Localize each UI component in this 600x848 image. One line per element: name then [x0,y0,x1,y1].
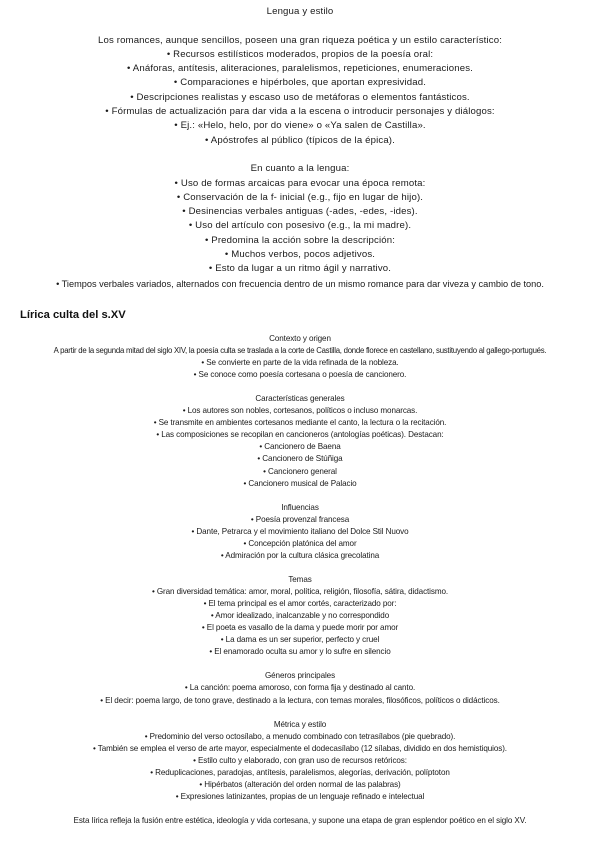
block-line: • Cancionero de Baena [259,442,341,452]
block-title-temas: Temas [288,575,312,585]
list-item: • Esto da lugar a un ritmo ágil y narrativo. [208,263,392,275]
block-line: • Amor idealizado, inalcanzable y no correspondido [210,611,390,621]
block-line: • Admiración por la cultura clásica grecolatina [220,550,380,560]
block-line: • Hipérbatos (alteración del orden normal de las palabras) [199,779,401,789]
list-item: • Tiempos verbales variados, alternados con frecuencia dentro de un mismo romance para dar viveza y cambio de tono. [56,278,544,289]
block-line: • Reduplicaciones, paradojas, antítesis, paralelismos, alegorías, derivación, políptoton [150,767,450,777]
list-item: • Recursos estilísticos moderados, propios de la poesía oral: [166,48,434,60]
block-line: • Expresiones latinizantes, propias de un lenguaje refinado e intelectual [175,791,425,801]
block-line: • Poesía provenzal francesa [250,514,350,524]
list-item: • Predomina la acción sobre la descripción: [204,234,396,246]
list-item: • Apóstrofes al público (típicos de la épica). [205,134,395,146]
block-line: • Cancionero musical de Palacio [243,478,357,488]
section-heading-lirica-culta: Lírica culta del s.XV [20,308,126,321]
list-item: • Uso del artículo con posesivo (e.g., la mi madre). [188,220,412,232]
block-title-contexto: Contexto y origen [269,333,331,343]
list-item: • Conservación de la f- inicial (e.g., fijo en lugar de hijo). [176,191,424,203]
block-title-metrica: Métrica y estilo [273,719,327,729]
block-title-generos: Géneros principales [264,671,336,681]
list-item: • Descripciones realistas y escaso uso de metáforas o elementos fantásticos. [130,91,470,103]
block-line: A partir de la segunda mitad del siglo XIV, la poesía culta se traslada a la corte de Castilla, donde florece en castellano, sustituyendo al gallego-portugués. [53,345,547,355]
list-item: • Ej.: «Helo, helo, por do viene» o «Ya salen de Castilla». [174,120,426,132]
list-item: • Comparaciones e hipérboles, que aportan expresividad. [173,77,427,89]
block-line: • La canción: poema amoroso, con forma fija y destinado al canto. [184,683,416,693]
block-line: • Concepción platónica del amor [243,538,357,548]
block-title-caracteristicas: Características generales [255,394,345,404]
paragraph-lengua: En cuanto a la lengua: [250,163,350,175]
block-line: • Dante, Petrarca y el movimiento italiano del Dolce Stil Nuovo [191,526,409,536]
block-line: • Se transmite en ambientes cortesanos mediante el canto, la lectura o la recitación. [153,418,447,428]
list-item: • Fórmulas de actualización para dar vida a la escena o introducir personajes y diálogos: [105,106,495,118]
paragraph-intro: Los romances, aunque sencillos, poseen una gran riqueza poética y un estilo característico: [97,34,503,46]
block-line: • Cancionero de Stúñiga [257,454,343,464]
block-line: • También se emplea el verso de arte mayor, especialmente el dodecasílabo (12 sílabas, dividido en dos hemistiquios). [93,743,507,753]
block-line: • El poeta es vasallo de la dama y puede morir por amor [201,623,399,633]
list-item: • Muchos verbos, pocos adjetivos. [224,249,376,261]
block-line: • Predominio del verso octosílabo, a menudo combinado con tetrasílabos (pie quebrado). [144,731,456,741]
list-item: • Anáforas, antítesis, aliteraciones, paralelismos, repeticiones, enumeraciones. [127,63,473,75]
list-item: • Uso de formas arcaicas para evocar una época remota: [174,177,426,189]
block-line: • Gran diversidad temática: amor, moral, política, religión, filosofía, sátira, didactismo. [151,587,449,597]
block-line: • Cancionero general [263,466,337,476]
block-line: • El decir: poema largo, de tono grave, destinado a la lectura, con temas morales, filosóficos, políticos o didácticos. [100,695,500,705]
block-line: • El tema principal es el amor cortés, caracterizado por: [203,599,397,609]
section-title-lengua-estilo: Lengua y estilo [266,6,334,17]
block-line: • El enamorado oculta su amor y lo sufre en silencio [209,647,391,657]
block-title-influencias: Influencias [281,502,319,512]
block-line: • Estilo culto y elaborado, con gran uso de recursos retóricos: [193,755,407,765]
block-line: • Los autores son nobles, cortesanos, políticos o incluso monarcas. [182,406,418,416]
block-line: • Se conoce como poesía cortesana o poesía de cancionero. [193,370,407,380]
block-line: • Las composiciones se recopilan en cancioneros (antologías poéticas). Destacan: [156,430,444,440]
closing-paragraph: Esta lírica refleja la fusión entre estética, ideología y vida cortesana, y supone una etapa de gran esplendor poético en el siglo XV. [73,816,527,826]
list-item: • Desinencias verbales antiguas (-ades, -edes, -ides). [182,206,418,218]
block-line: • Se convierte en parte de la vida refinada de la nobleza. [201,358,399,368]
block-line: • La dama es un ser superior, perfecto y cruel [220,635,380,645]
